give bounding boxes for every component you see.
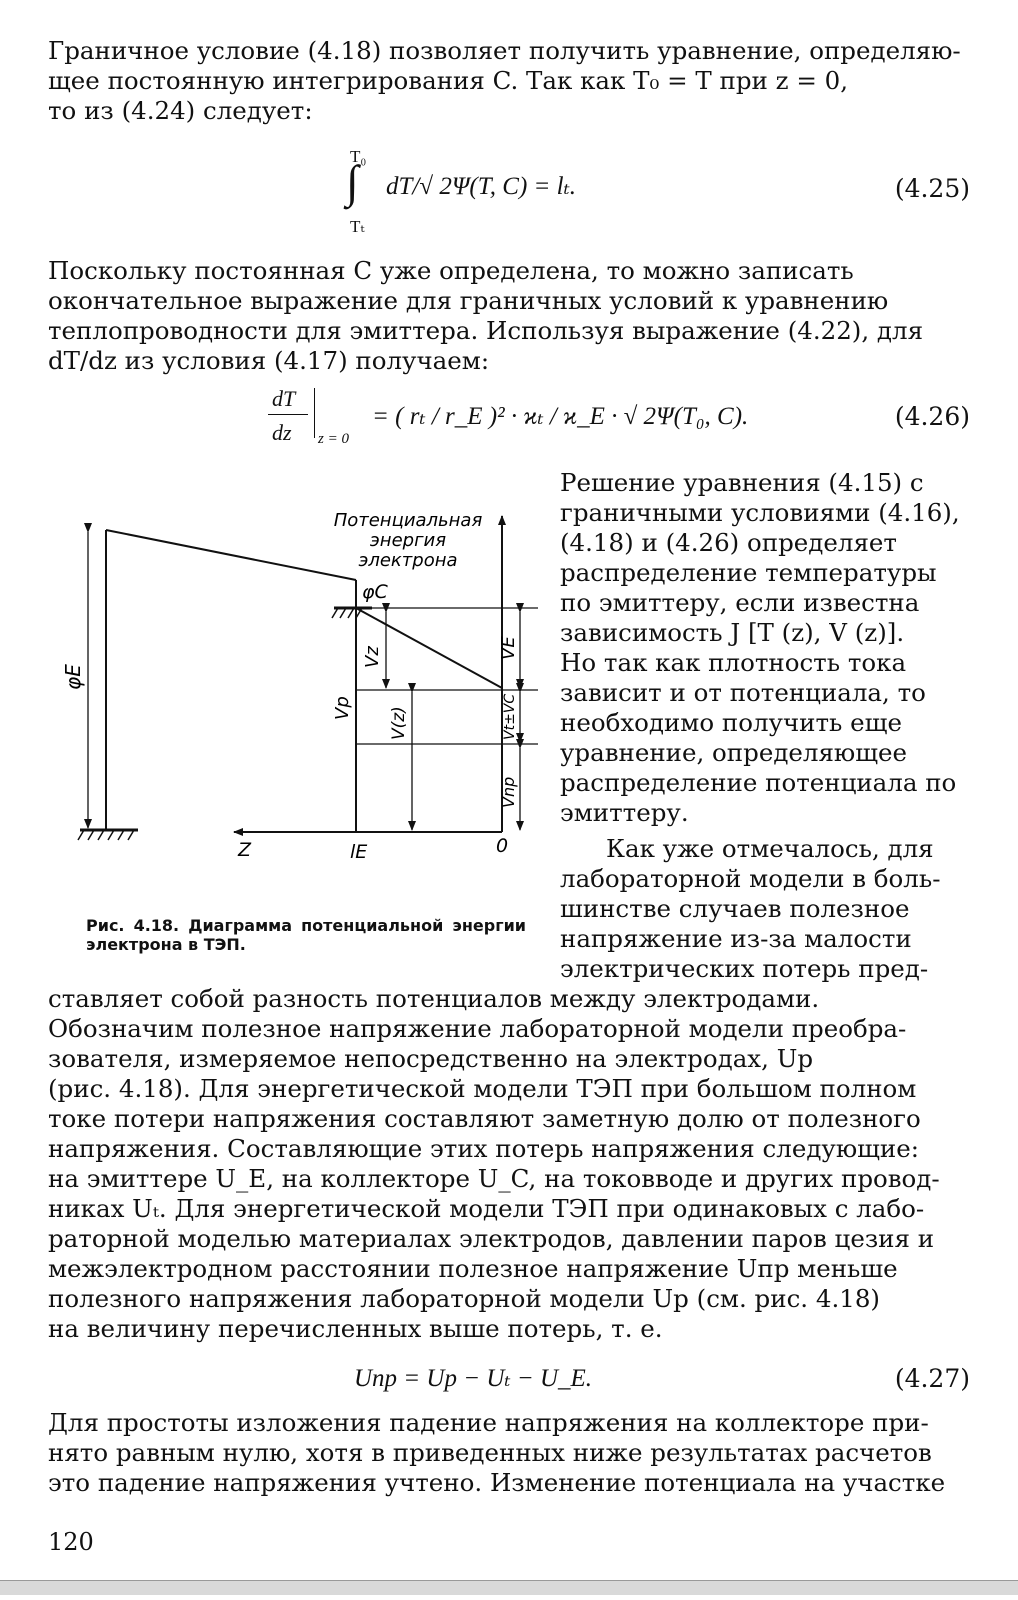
text-line: Но так как плотность тока xyxy=(560,648,907,677)
text-line: граничными условиями (4.16), xyxy=(560,498,960,527)
integral-sign: ∫ xyxy=(346,156,359,207)
v-p-label: Vp xyxy=(332,696,353,720)
z-axis-label: Z xyxy=(238,839,252,861)
v-z-label: Vz xyxy=(362,646,383,668)
text-line: теплопроводности для эмиттера. Используя выражение (4.22), для xyxy=(48,316,924,345)
text-line: зователя, измеряемое непосредственно на электродах, Uр xyxy=(48,1044,814,1073)
text-line: распределение температуры xyxy=(560,558,937,587)
equation-body: dT/√ 2Ψ(T, C) = lₜ. xyxy=(386,173,577,200)
text-line: распределение потенциала по xyxy=(560,768,957,797)
text-line: окончательное выражение для граничных условий к уравнению xyxy=(48,286,889,315)
text-line: щее постоянную интегрирования C. Так как T₀ = T при z = 0, xyxy=(48,66,849,95)
equation-number: (4.26) xyxy=(894,402,970,431)
text-line: Поскольку постоянная C уже определена, то можно записать xyxy=(48,256,854,285)
text-line: межэлектродном расстоянии полезное напряжение Uпр меньше xyxy=(48,1254,898,1283)
energy-diagram-figure xyxy=(0,0,560,900)
phi-e-label: φE xyxy=(61,664,85,690)
text-line: шинстве случаев полезное xyxy=(560,894,910,923)
text-line: Решение уравнения (4.15) с xyxy=(560,468,924,497)
equation-number: (4.25) xyxy=(894,174,970,203)
integral-upper-limit: T₀ xyxy=(350,147,367,166)
text-line: на величину перечисленных выше потерь, т. е. xyxy=(48,1314,663,1343)
text-line: (4.18) и (4.26) определяет xyxy=(560,528,897,557)
text-line: это падение напряжения учтено. Изменение потенциала на участке xyxy=(48,1468,946,1497)
text-line: токе потери напряжения составляют заметную долю от полезного xyxy=(48,1104,921,1133)
text-line: на эмиттере U_E, на коллекторе U_C, на токовводе и других провод- xyxy=(48,1164,940,1193)
paragraph-6 xyxy=(48,1408,966,1498)
evaluation-subscript: z = 0 xyxy=(318,431,349,447)
v-of-z-label: V(z) xyxy=(389,706,409,740)
paragraph-4 xyxy=(560,834,964,984)
text-line: лабораторной модели в боль- xyxy=(560,864,941,893)
v-np-label: Vnp xyxy=(499,776,518,808)
emitter-energy-line xyxy=(106,530,356,580)
text-line: то из (4.24) следует: xyxy=(48,96,313,125)
text-line: эмиттеру. xyxy=(560,798,689,827)
figure-caption: Рис. 4.18. Диаграмма потенциальной энергии электрона в ТЭП. xyxy=(86,916,526,954)
paragraph-5 xyxy=(48,984,966,1344)
text-line: ставляет собой разность потенциалов между электродами. xyxy=(48,984,820,1013)
text-line: Как уже отмечалось, для xyxy=(606,834,934,863)
vt-vc-label: Vt±VC xyxy=(502,693,518,740)
text-line: напряжение из-за малости xyxy=(560,924,912,953)
text-line: зависимость J [T (z), V (z)]. xyxy=(560,618,905,647)
text-line: уравнение, определяющее xyxy=(560,738,908,767)
text-line: зависит и от потенциала, то xyxy=(560,678,926,707)
phi-c-label: φC xyxy=(362,581,388,603)
integral-lower-limit: Tₜ xyxy=(350,217,365,236)
equation-body: = ( rₜ / r_E )² · ϰₜ / ϰ_E · √ 2Ψ(T₀, C). xyxy=(372,403,749,430)
origin-label: 0 xyxy=(496,835,509,857)
text-line: (рис. 4.18). Для энергетической модели ТЭП при большом полном xyxy=(48,1074,917,1103)
fraction-denominator: dz xyxy=(272,420,292,445)
text-line: раторной моделью материалах электродов, давлении паров цезия и xyxy=(48,1224,935,1253)
axis-title-line: электрона xyxy=(358,550,458,571)
text-line: Для простоты изложения падение напряжения на коллекторе при- xyxy=(48,1408,929,1437)
equation-body: Uпр = Uр − Uₜ − U_E. xyxy=(354,1365,593,1392)
l-e-label: lE xyxy=(350,841,368,863)
axis-title-line: Потенциальная xyxy=(333,510,483,531)
scan-bottom-edge xyxy=(0,1580,1018,1595)
text-line: нято равным нулю, хотя в приведенных ниже результатах расчетов xyxy=(48,1438,932,1467)
text-line: по эмиттеру, если известна xyxy=(560,588,920,617)
text-line: необходимо получить еще xyxy=(560,708,902,737)
page-number: 120 xyxy=(48,1528,94,1556)
axis-title-line: энергия xyxy=(369,530,447,551)
equation-number: (4.27) xyxy=(894,1364,970,1393)
paragraph-3 xyxy=(560,468,964,828)
text-line: Обозначим полезное напряжение лабораторной модели преобра- xyxy=(48,1014,907,1043)
text-line: Граничное условие (4.18) позволяет получить уравнение, определяю- xyxy=(48,36,961,65)
text-line: электрических потерь пред- xyxy=(560,954,929,983)
fraction-numerator: dT xyxy=(272,386,296,411)
text-line: полезного напряжения лабораторной модели Uр (см. рис. 4.18) xyxy=(48,1284,880,1313)
v-e-label: VE xyxy=(498,636,519,660)
text-line: напряжения. Составляющие этих потерь напряжения следующие: xyxy=(48,1134,920,1163)
text-line: dT/dz из условия (4.17) получаем: xyxy=(48,346,490,375)
text-line: никах Uₜ. Для энергетической модели ТЭП при одинаковых с лабо- xyxy=(48,1194,925,1223)
